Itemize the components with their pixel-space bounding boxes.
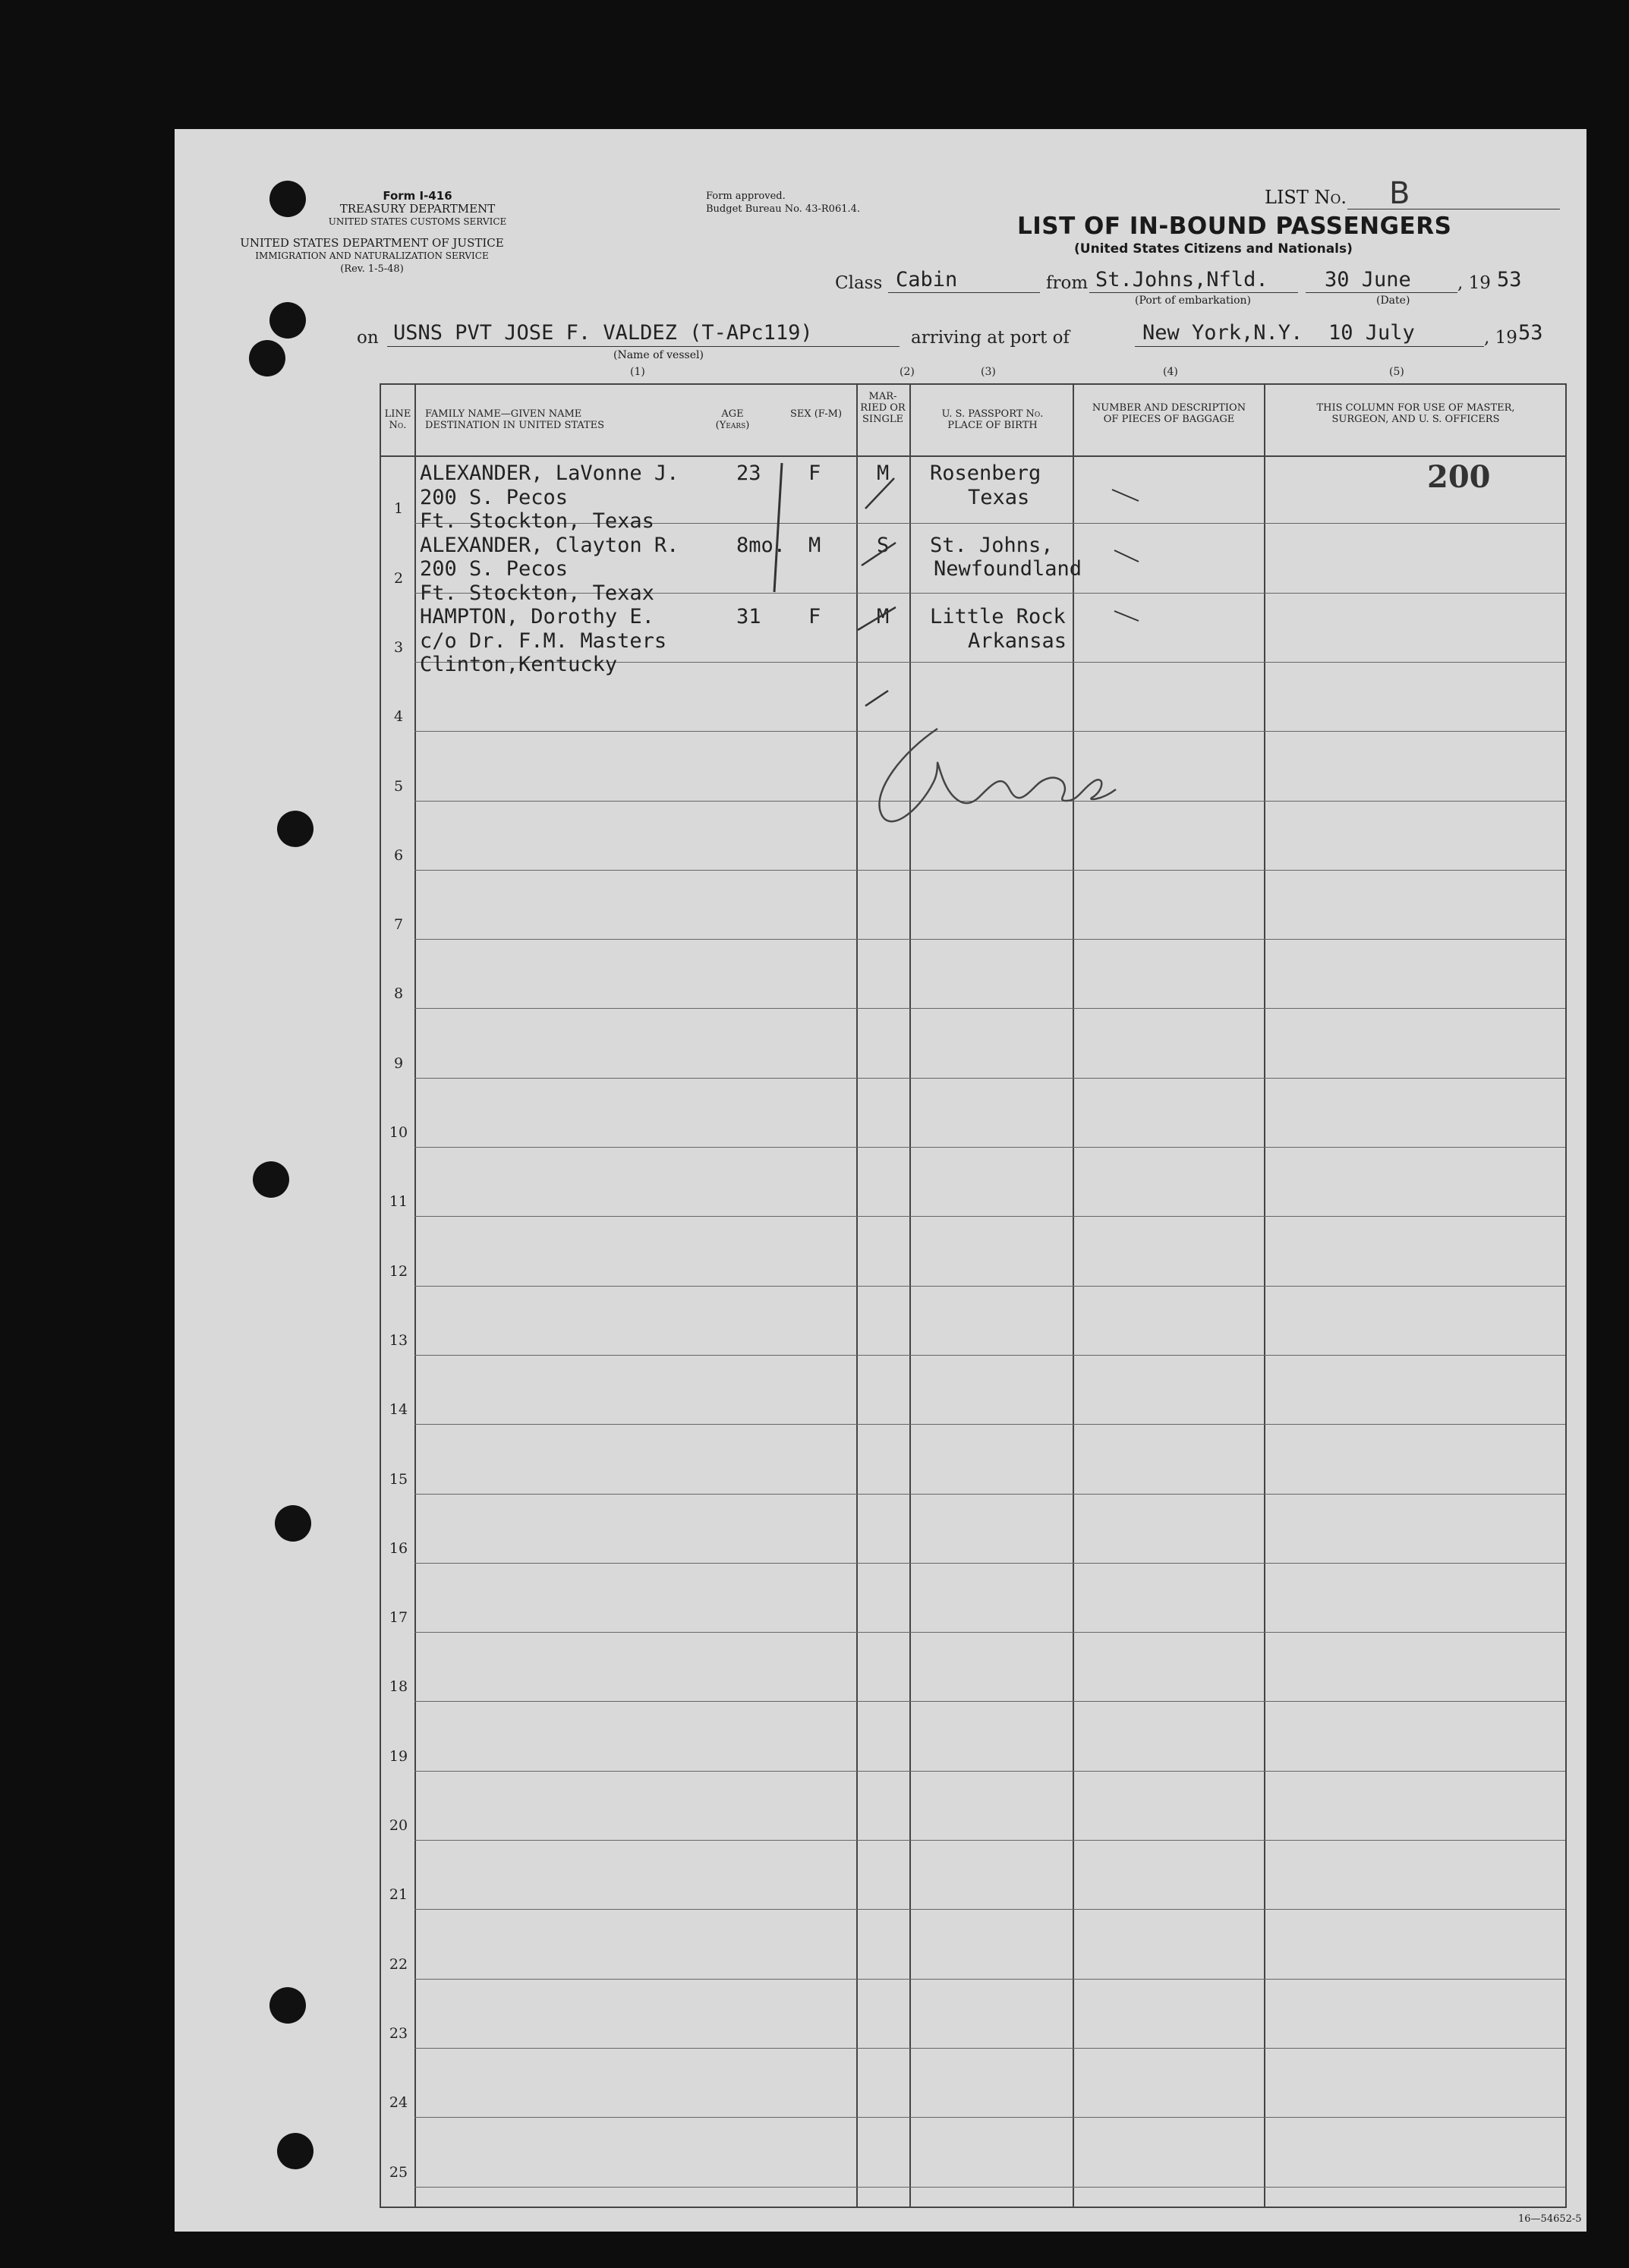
departure-year-prefix: , 19 bbox=[1457, 273, 1491, 293]
line-number: 3 bbox=[393, 638, 404, 656]
binder-hole bbox=[269, 181, 306, 217]
line-number: 2 bbox=[393, 569, 404, 587]
date-caption: (Date) bbox=[1376, 295, 1410, 307]
line-number: 22 bbox=[389, 1955, 408, 1973]
passenger-age: 23 bbox=[736, 461, 761, 485]
passenger-name: ALEXANDER, Clayton R. bbox=[420, 533, 679, 557]
line-number: 8 bbox=[393, 985, 404, 1003]
passenger-birthplace-line1: Rosenberg bbox=[930, 461, 1041, 485]
arrival-year-prefix: , 19 bbox=[1484, 328, 1517, 348]
binder-hole bbox=[277, 811, 314, 847]
col-header-age: AGE (Years) bbox=[715, 408, 750, 431]
line-number: 14 bbox=[389, 1401, 408, 1419]
line-number: 1 bbox=[393, 500, 404, 518]
from-label: from bbox=[1046, 273, 1089, 293]
passenger-name: HAMPTON, Dorothy E. bbox=[420, 605, 654, 628]
customs-service: UNITED STATES CUSTOMS SERVICE bbox=[328, 216, 507, 227]
passenger-birthplace-line2: Newfoundland bbox=[934, 557, 1082, 581]
passenger-sex: F bbox=[808, 461, 821, 485]
line-number: 13 bbox=[389, 1331, 408, 1349]
line-number: 20 bbox=[389, 1817, 408, 1834]
form-title: LIST OF IN-BOUND PASSENGERS bbox=[1017, 213, 1452, 240]
passenger-birthplace-line2: Arkansas bbox=[968, 628, 1067, 653]
line-number: 9 bbox=[393, 1054, 404, 1072]
line-number: 16 bbox=[389, 1539, 408, 1557]
treasury-dept: TREASURY DEPARTMENT bbox=[339, 202, 496, 216]
budget-bureau: Budget Bureau No. 43-R061.4. bbox=[706, 203, 861, 215]
justice-dept: UNITED STATES DEPARTMENT OF JUSTICE bbox=[240, 236, 504, 250]
line-number: 12 bbox=[389, 1262, 408, 1280]
col-header-destination: DESTINATION IN UNITED STATES bbox=[425, 420, 605, 431]
port-of-embarkation: St.Johns,Nfld. bbox=[1095, 268, 1268, 291]
ins-service: IMMIGRATION AND NATURALIZATION SERVICE bbox=[255, 250, 489, 261]
list-no-label: LIST No. bbox=[1265, 187, 1347, 208]
passenger-address-line1: 200 S. Pecos bbox=[420, 485, 569, 509]
departure-year: 53 bbox=[1497, 268, 1522, 291]
col-header-line: LINE No. bbox=[384, 408, 411, 431]
port-caption: (Port of embarkation) bbox=[1135, 295, 1251, 307]
form-number: Form I-416 bbox=[383, 189, 452, 203]
line-number: 4 bbox=[393, 708, 404, 726]
line-number: 18 bbox=[389, 1678, 408, 1696]
line-number: 23 bbox=[389, 2024, 408, 2042]
arrival-year: 53 bbox=[1518, 321, 1543, 345]
form-approved: Form approved. bbox=[706, 191, 786, 202]
binder-hole bbox=[277, 2133, 314, 2169]
col-num-5: (5) bbox=[1389, 366, 1404, 378]
passenger-marital-status: M bbox=[877, 461, 890, 485]
passenger-age: 31 bbox=[736, 605, 761, 628]
class-value: Cabin bbox=[896, 268, 958, 291]
passenger-name: ALEXANDER, LaVonne J. bbox=[420, 461, 679, 485]
line-number: 24 bbox=[389, 2094, 408, 2112]
departure-date: 30 June bbox=[1325, 268, 1411, 291]
vessel-name: USNS PVT JOSE F. VALDEZ (T-APc119) bbox=[393, 321, 813, 345]
line-number: 17 bbox=[389, 1609, 408, 1627]
arrival-port: New York,N.Y. bbox=[1142, 321, 1303, 345]
passenger-sex: F bbox=[808, 605, 821, 628]
col-num-3: (3) bbox=[981, 366, 996, 378]
passenger-address-line1: c/o Dr. F.M. Masters bbox=[420, 628, 667, 653]
passenger-address-line2: Ft. Stockton, Texas bbox=[420, 509, 654, 533]
col-header-sex: SEX (F-M) bbox=[789, 408, 843, 420]
footer-code: 16—54652-5 bbox=[1518, 2213, 1582, 2225]
col-header-baggage: NUMBER AND DESCRIPTION OF PIECES OF BAGGAGE bbox=[1092, 402, 1246, 425]
col-header-family-name: FAMILY NAME—GIVEN NAME bbox=[425, 408, 582, 420]
handwritten-marks bbox=[175, 129, 1586, 2232]
binder-hole bbox=[249, 340, 285, 376]
vessel-caption: (Name of vessel) bbox=[613, 349, 704, 361]
line-number: 15 bbox=[389, 1470, 408, 1488]
line-number: 21 bbox=[389, 1886, 408, 1904]
line-number: 5 bbox=[393, 777, 404, 795]
line-number: 7 bbox=[393, 916, 404, 934]
line-number: 11 bbox=[389, 1193, 408, 1211]
passenger-birthplace-line1: St. Johns, bbox=[930, 533, 1054, 557]
arrival-date: 10 July bbox=[1328, 321, 1415, 345]
passenger-marital-status: M bbox=[877, 605, 890, 628]
line-number: 10 bbox=[389, 1124, 408, 1141]
col-header-passport: U. S. PASSPORT No. PLACE OF BIRTH bbox=[941, 408, 1044, 431]
form-subtitle: (United States Citizens and Nationals) bbox=[1074, 241, 1353, 257]
col-num-1: (1) bbox=[630, 366, 645, 378]
binder-hole bbox=[269, 1987, 306, 2024]
col-num-4: (4) bbox=[1163, 366, 1178, 378]
passenger-birthplace-line2: Texas bbox=[968, 485, 1030, 509]
line-number: 25 bbox=[389, 2163, 408, 2181]
col-header-married: MAR-RIED OR SINGLE bbox=[860, 391, 906, 425]
officer-note: 200 bbox=[1427, 459, 1491, 495]
passenger-birthplace-line1: Little Rock bbox=[930, 605, 1066, 628]
binder-hole bbox=[269, 302, 306, 339]
passenger-marital-status: S bbox=[877, 533, 890, 557]
revision: (Rev. 1-5-48) bbox=[340, 263, 404, 275]
binder-hole bbox=[253, 1161, 289, 1198]
passenger-age: 8mo. bbox=[736, 533, 786, 557]
passenger-sex: M bbox=[808, 533, 821, 557]
passenger-address-line2: Ft. Stockton, Texax bbox=[420, 581, 654, 605]
passenger-address-line1: 200 S. Pecos bbox=[420, 557, 569, 581]
col-header-officers: THIS COLUMN FOR USE OF MASTER, SURGEON, AND U. S. OFFICERS bbox=[1316, 402, 1515, 425]
line-number: 19 bbox=[389, 1747, 408, 1765]
form-page bbox=[175, 129, 1586, 2232]
initials-signature bbox=[879, 729, 1116, 821]
line-number: 6 bbox=[393, 846, 404, 864]
on-label: on bbox=[357, 328, 379, 348]
binder-hole bbox=[275, 1505, 311, 1542]
class-label: Class bbox=[835, 273, 883, 293]
passenger-address-line2: Clinton,Kentucky bbox=[420, 653, 618, 676]
col-num-2: (2) bbox=[900, 366, 915, 378]
arriving-label: arriving at port of bbox=[911, 328, 1070, 348]
list-no-value: B bbox=[1389, 176, 1410, 211]
